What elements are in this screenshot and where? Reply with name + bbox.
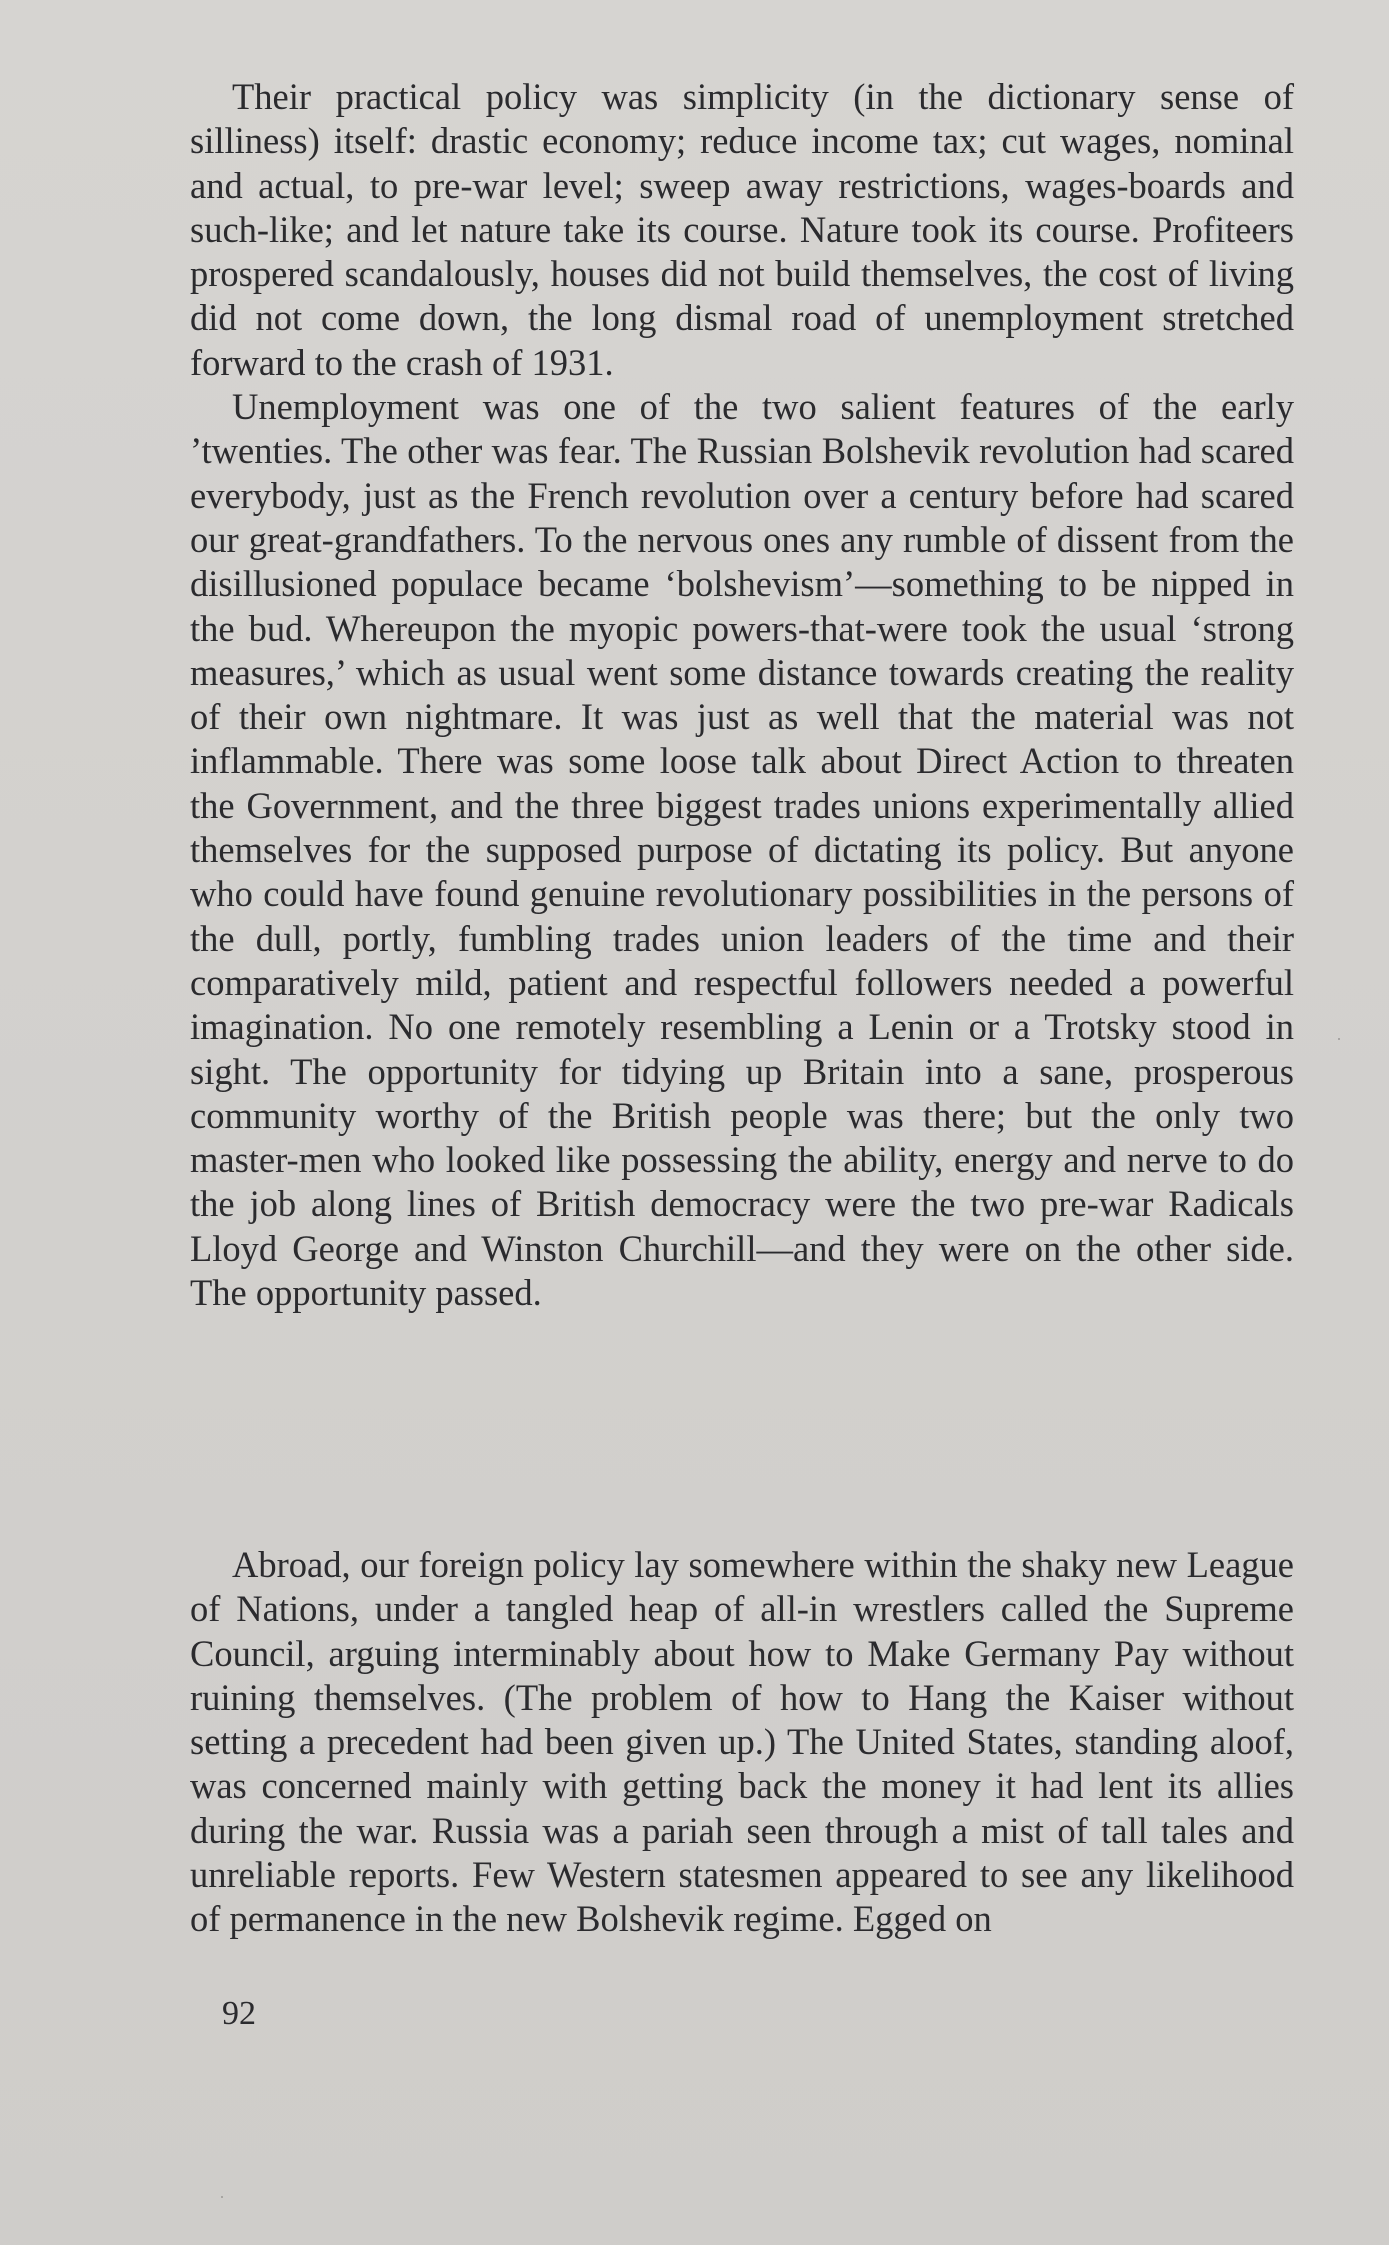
page-number: 92: [222, 1995, 256, 2032]
paragraph-practical-policy: Their practical policy was simplicity (in the dictionary sense of silliness) itself: drastic economy; reduce income tax; cut wages, nominal and actual, to pre-war level; sweep away restrictions, wages-boards and such-like; and let nature take its course. Nature took its course. Profiteers prospered scandalously, houses did not build themselves, the cost of living did not come down, the long dismal road of unemployment stretched forward to the crash of 1931.: [190, 76, 1294, 383]
paragraph-foreign-policy: Abroad, our foreign policy lay somewhere within the shaky new League of Nations, under a tangled heap of all-in wrestlers called the Supreme Council, arguing interminably about how to Make Germany Pay without ruining themselves. (The problem of how to Hang the Kaiser without setting a precedent had been given up.) The United States, standing aloof, was concerned mainly with getting back the money it had lent its allies during the war. Russia was a pariah seen through a mist of tall tales and unreliable reports. Few Western statesmen appeared to see any likelihood of permanence in the new Bolshevik regime. Egged on: [190, 1544, 1294, 1940]
paragraph-unemployment-and-fear: Unemployment was one of the two salient features of the early ’twenties. The other was fear. The Russian Bolshevik revolution had scared everybody, just as the French revolution over a century before had scared our great-grandfathers. To the nervous ones any rumble of dissent from the disillusioned populace became ‘bolshevism’—something to be nipped in the bud. Whereupon the myopic powers-that-were took the usual ‘strong measures,’ which as usual went some distance towards creating the reality of their own nightmare. It was just as well that the material was not inflammable. There was some loose talk about Direct Action to threaten the Government, and the three biggest trades unions experimentally allied themselves for the supposed purpose of dictating its policy. But anyone who could have found genuine revolutionary possibilities in the persons of the dull, portly, fumbling trades union leaders of the time and their comparatively mild, patient and respectful followers needed a powerful imagination. No one remotely resembling a Lenin or a Trotsky stood in sight. The opportunity for tidying up Britain into a sane, prosperous community worthy of the British people was there; but the only two master-men who looked like possessing the ability, energy and nerve to do the job along lines of British democracy were the two pre-war Radicals Lloyd George and Winston Churchill—and they were on the other side. The opportunity passed.: [190, 386, 1294, 1314]
paper-speck: [1338, 1038, 1340, 1040]
paper-speck: [221, 2196, 223, 2198]
text-column-upper: [190, 75, 1294, 1315]
text-column-lower: [190, 1543, 1294, 1942]
